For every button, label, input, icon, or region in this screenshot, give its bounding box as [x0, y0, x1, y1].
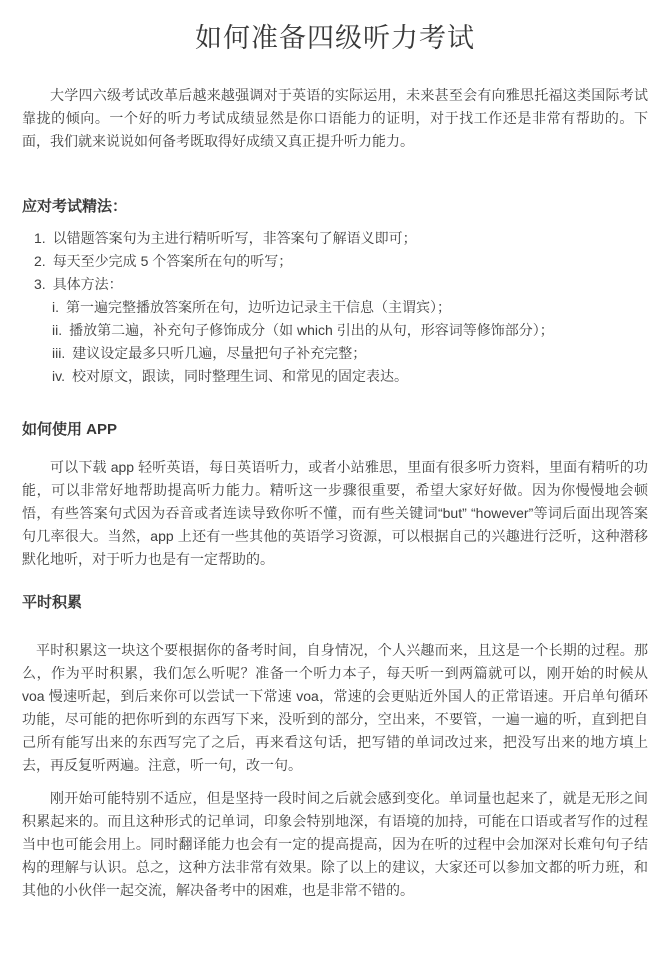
list-item [34, 227, 648, 250]
section-heading-exam-technique: 应对考试精法： [22, 198, 128, 215]
section-heading-how-to-use-app: 如何使用 APP [22, 421, 118, 438]
sub-list-item-marker: ii. [52, 322, 63, 338]
list-item-text: 具体方法： [52, 276, 123, 292]
list-item-marker: 3. [34, 276, 46, 292]
sub-list-item [52, 365, 648, 388]
app-paragraph: 可以下载 app 轻听英语，每日英语听力，或者小站雅思，里面有很多听力资料，里面有精听的功能，可以非常好地帮助提高听力能力。精听这一步骤很重要，希望大家好好做。因为你慢慢地会顿悟，有些答案句式因为吞音或者连读导致你听不懂，而有些关键词“but” “however”等词后面出现答案句几率很大。当然，app 上还有一些其他的英语学习资源，可以根据自己的兴趣进行泛听，这种潜移默化地听，对于听力也是有一定帮助的。 [22, 459, 648, 567]
list-item [34, 273, 648, 296]
list-item [34, 250, 648, 273]
sub-list-item [52, 296, 648, 319]
sub-list-item-text: 第一遍完整播放答案所在句，边听边记录主干信息（主谓宾）； [66, 299, 451, 315]
sub-list-item [52, 342, 648, 365]
sub-list-item [52, 319, 648, 342]
accumulation-paragraph-1: 平时积累这一块这个要根据你的备考时间，自身情况，个人兴趣而来，且这是一个长期的过程。那么，作为平时积累，我们怎么听呢？准备一个听力本子，每天听一到两篇就可以，刚开始的时候从 voa 慢速听起，到后来你可以尝试一下常速 voa，常速的会更贴近外国人的正常语速。开启单句循环功能，尽可能的把你听到的东西写下来，没听到的部分，空出来，不要管，一遍一遍的听，直到把自己所有能写出来的东西写完了之后，再来看这句话，把写错的单词改过来，把没写出来的地方填上去，再反复听两遍。注意，听一句，改一句。 [22, 642, 648, 773]
section-heading-daily-accumulation: 平时积累 [22, 594, 83, 611]
list-item-text: 每天至少完成 5 个答案所在句的听写； [52, 253, 293, 269]
document-title: 如何准备四级听力考试 [195, 23, 475, 53]
list-item-marker: 1. [34, 230, 46, 246]
accumulation-paragraph-2: 刚开始可能特别不适应，但是坚持一段时间之后就会感到变化。单词量也起来了，就是无形之间积累起来的。而且这种形式的记单词，印象会特别地深，有语境的加持，可能在口语或者写作的过程当中也可能会用上。同时翻译能力也会有一定的提高提高，因为在听的过程中会加深对长难句句子结构的理解与认识。总之，这种方法非常有效果。除了以上的建议，大家还可以参加文都的听力班，和其他的小伙伴一起交流，解决备考中的困难，也是非常不错的。 [22, 790, 648, 898]
exam-technique-list [22, 227, 648, 296]
sub-list-item-marker: iii. [52, 345, 66, 361]
sub-list-item-text: 建议设定最多只听几遍，尽量把句子补充完整； [72, 345, 367, 361]
sub-list-item-text: 校对原文，跟读，同时整理生词、和常见的固定表达。 [71, 368, 408, 384]
sub-list-item-text: 播放第二遍，补充句子修饰成分（如 which 引出的从句，形容词等修饰部分）； [69, 322, 554, 338]
sub-list-item-marker: i. [52, 299, 59, 315]
list-item-text: 以错题答案句为主进行精听听写，非答案句了解语义即可； [52, 230, 417, 246]
sub-list-item-marker: iv. [52, 368, 65, 384]
specific-method-sublist [22, 296, 648, 388]
intro-paragraph: 大学四六级考试改革后越来越强调对于英语的实际运用，未来甚至会有向雅思托福这类国际考试靠拢的倾向。一个好的听力考试成绩显然是你口语能力的证明，对于找工作还是非常有帮助的。下面，我们就来说说如何备考既取得好成绩又真正提升听力能力。 [22, 87, 648, 149]
list-item-marker: 2. [34, 253, 46, 269]
